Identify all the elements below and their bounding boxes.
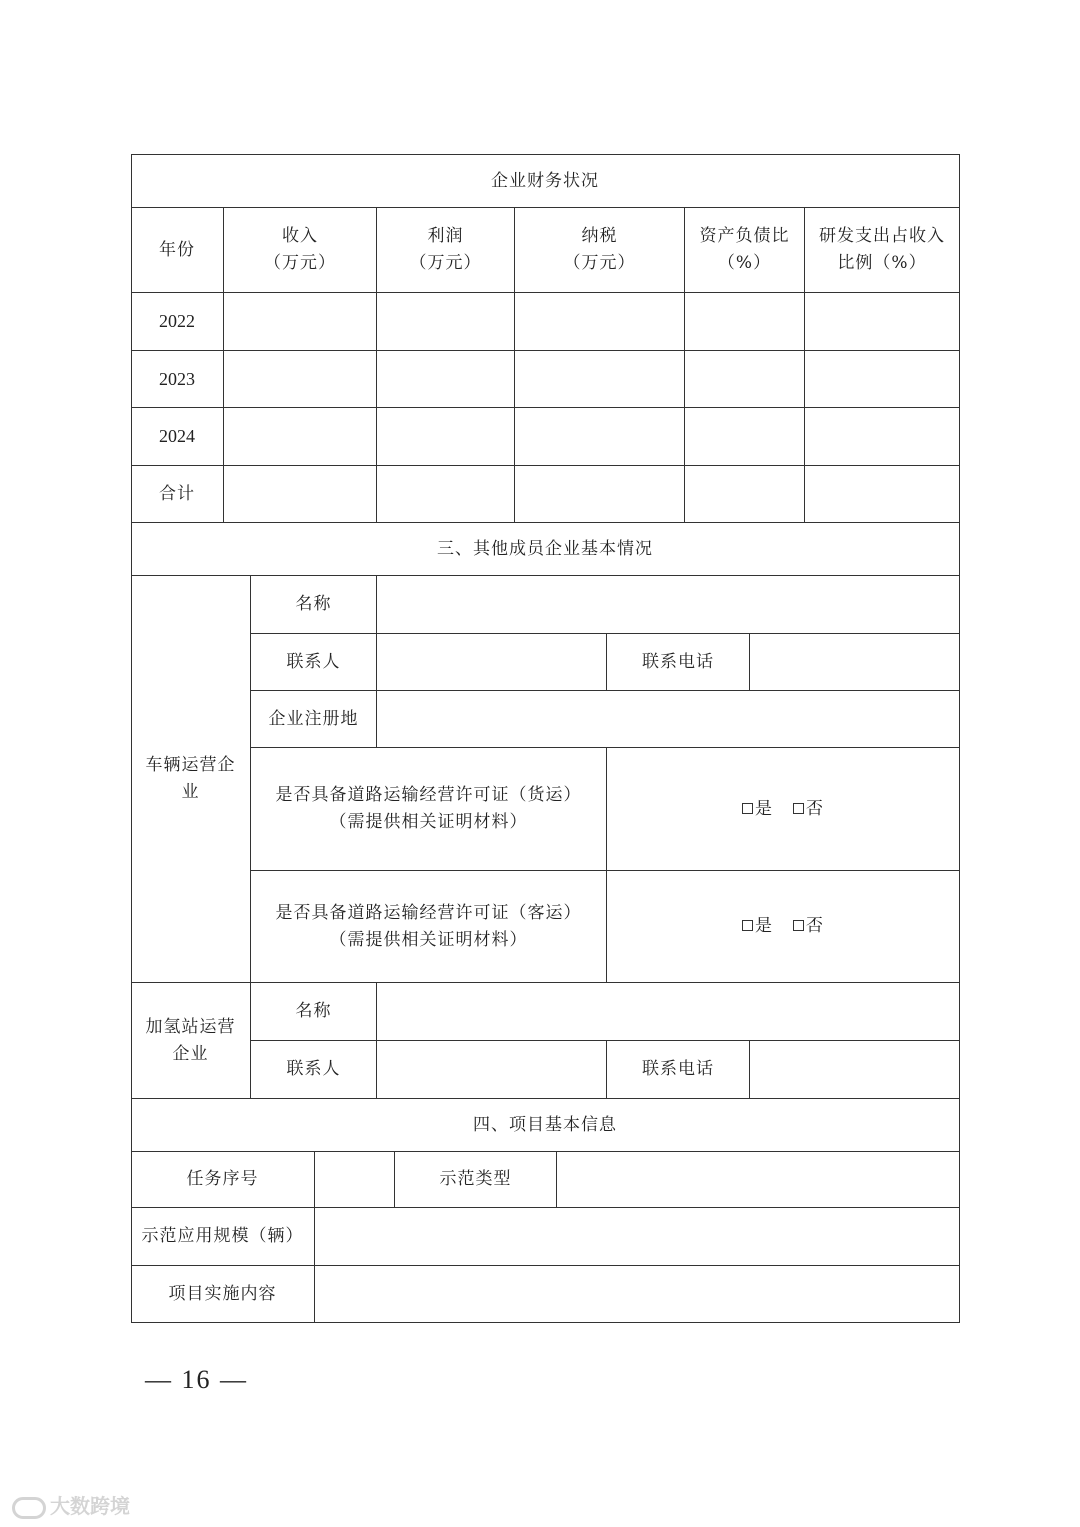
row-2022-debt[interactable] — [685, 293, 805, 351]
row-2022-year — [131, 293, 224, 351]
vehicle-phone-text: 联系电话 — [642, 651, 714, 672]
vehicle-name-field[interactable] — [377, 576, 960, 634]
passenger-license-options — [607, 871, 960, 983]
row-2024-rd[interactable] — [805, 408, 960, 466]
row-2023-debt[interactable] — [685, 351, 805, 408]
freight-license-question — [251, 748, 607, 871]
vehicle-reg-field[interactable] — [377, 691, 960, 748]
passenger-yes-label: 是 — [755, 916, 773, 936]
watermark — [12, 1490, 130, 1519]
row-2022-income[interactable] — [224, 293, 377, 351]
row-2024-year — [131, 408, 224, 466]
vehicle-contact-field[interactable] — [377, 634, 607, 691]
h2-contact-text: 联系人 — [286, 1059, 341, 1079]
row-2024-label: 2024 — [159, 426, 195, 446]
freight-q-line2: （需提供相关证明材料） — [329, 812, 528, 832]
section4-title-text: 四、项目基本信息 — [473, 1114, 617, 1135]
scale-label — [131, 1208, 315, 1266]
passenger-q-line2: （需提供相关证明材料） — [329, 929, 528, 950]
vehicle-company-label — [131, 576, 251, 983]
vehicle-contact-text: 联系人 — [286, 651, 341, 672]
row-2023-income[interactable] — [224, 351, 377, 408]
header-year — [131, 208, 224, 293]
freight-yes-checkbox[interactable] — [742, 803, 753, 814]
passenger-yes-option[interactable] — [742, 913, 773, 940]
row-2023-label: 2023 — [159, 368, 195, 389]
header-income-line2: （万元） — [264, 253, 336, 273]
freight-yes-option[interactable] — [742, 796, 773, 823]
row-2022-rd[interactable] — [805, 293, 960, 351]
content-text: 项目实施内容 — [168, 1283, 277, 1304]
header-year-text: 年份 — [159, 239, 195, 260]
vehicle-phone-label — [607, 634, 750, 691]
scale-text: 示范应用规模（辆） — [141, 1226, 304, 1246]
content-field[interactable] — [315, 1266, 960, 1323]
h2-phone-label — [607, 1041, 750, 1099]
row-2022-profit[interactable] — [377, 293, 515, 351]
header-profit — [377, 208, 515, 293]
finance-title — [131, 155, 960, 208]
row-total-tax[interactable] — [515, 466, 685, 523]
section3-title — [131, 523, 960, 576]
header-tax — [515, 208, 685, 293]
row-2024-debt[interactable] — [685, 408, 805, 466]
page-number: — 16 — — [145, 1365, 248, 1394]
section3-title-text: 三、其他成员企业基本情况 — [437, 538, 653, 559]
h2-phone-field[interactable] — [750, 1041, 960, 1099]
content-label — [131, 1266, 315, 1323]
header-profit-line2: （万元） — [409, 253, 482, 273]
header-rd-ratio — [805, 208, 960, 293]
freight-license-options — [607, 748, 960, 871]
row-total-profit[interactable] — [377, 466, 515, 523]
section4-title — [131, 1099, 960, 1152]
row-total-label: 合计 — [159, 483, 195, 504]
h2-name-text: 名称 — [295, 1001, 332, 1021]
row-2023-tax[interactable] — [515, 351, 685, 408]
task-no-text: 任务序号 — [186, 1169, 259, 1189]
row-2023-profit[interactable] — [377, 351, 515, 408]
passenger-q-line1: 是否具备道路运输经营许可证（客运） — [275, 902, 582, 923]
row-2024-profit[interactable] — [377, 408, 515, 466]
passenger-no-option[interactable] — [793, 913, 824, 940]
row-total-debt[interactable] — [685, 466, 805, 523]
vehicle-reg-text: 企业注册地 — [268, 708, 359, 729]
row-2023-rd[interactable] — [805, 351, 960, 408]
header-tax-line2: （万元） — [563, 253, 636, 273]
row-2024-income[interactable] — [224, 408, 377, 466]
row-total-year — [131, 466, 224, 523]
header-rd-line2: 比例（%） — [837, 253, 927, 273]
watermark-text: 大数跨境 — [50, 1494, 130, 1518]
freight-no-checkbox[interactable] — [793, 803, 804, 814]
vehicle-company-text: 车辆运营企业 — [145, 755, 236, 802]
passenger-no-label: 否 — [806, 916, 824, 936]
vehicle-reg-label — [251, 691, 377, 748]
h2-name-label — [251, 983, 377, 1041]
h2-company-label — [131, 983, 251, 1099]
header-rd-line1: 研发支出占收入 — [819, 226, 945, 246]
row-2023-year — [131, 351, 224, 408]
header-debt-line1: 资产负债比 — [699, 226, 790, 246]
header-profit-line1: 利润 — [427, 226, 464, 246]
vehicle-name-label — [251, 576, 377, 634]
passenger-yes-checkbox[interactable] — [742, 920, 753, 931]
h2-contact-label — [251, 1041, 377, 1099]
h2-name-field[interactable] — [377, 983, 960, 1041]
row-2024-tax[interactable] — [515, 408, 685, 466]
freight-yes-label: 是 — [755, 798, 773, 819]
row-2022-tax[interactable] — [515, 293, 685, 351]
demo-type-field[interactable] — [557, 1152, 960, 1208]
task-no-label — [131, 1152, 315, 1208]
freight-no-option[interactable] — [793, 796, 824, 823]
h2-phone-text: 联系电话 — [642, 1059, 714, 1079]
vehicle-phone-field[interactable] — [750, 634, 960, 691]
finance-title-text: 企业财务状况 — [491, 170, 599, 191]
demo-type-label — [395, 1152, 557, 1208]
freight-q-line1: 是否具备道路运输经营许可证（货运） — [275, 785, 582, 805]
task-no-field[interactable] — [315, 1152, 395, 1208]
header-debt-line2: （%） — [717, 253, 772, 273]
header-tax-line1: 纳税 — [581, 226, 618, 246]
passenger-no-checkbox[interactable] — [793, 920, 804, 931]
row-total-income[interactable] — [224, 466, 377, 523]
vehicle-name-text: 名称 — [295, 594, 332, 614]
h2-contact-field[interactable] — [377, 1041, 607, 1099]
h2-company-text: 加氢站运营企业 — [145, 1016, 236, 1064]
vehicle-contact-label — [251, 634, 377, 691]
scale-field[interactable] — [315, 1208, 960, 1266]
row-total-rd[interactable] — [805, 466, 960, 523]
row-2022-label: 2022 — [159, 311, 195, 331]
freight-no-label: 否 — [806, 798, 824, 819]
header-income — [224, 208, 377, 293]
header-debt-ratio — [685, 208, 805, 293]
demo-type-text: 示范类型 — [439, 1169, 512, 1189]
header-income-line1: 收入 — [282, 226, 318, 246]
watermark-logo-icon — [12, 1497, 46, 1519]
passenger-license-question — [251, 871, 607, 983]
